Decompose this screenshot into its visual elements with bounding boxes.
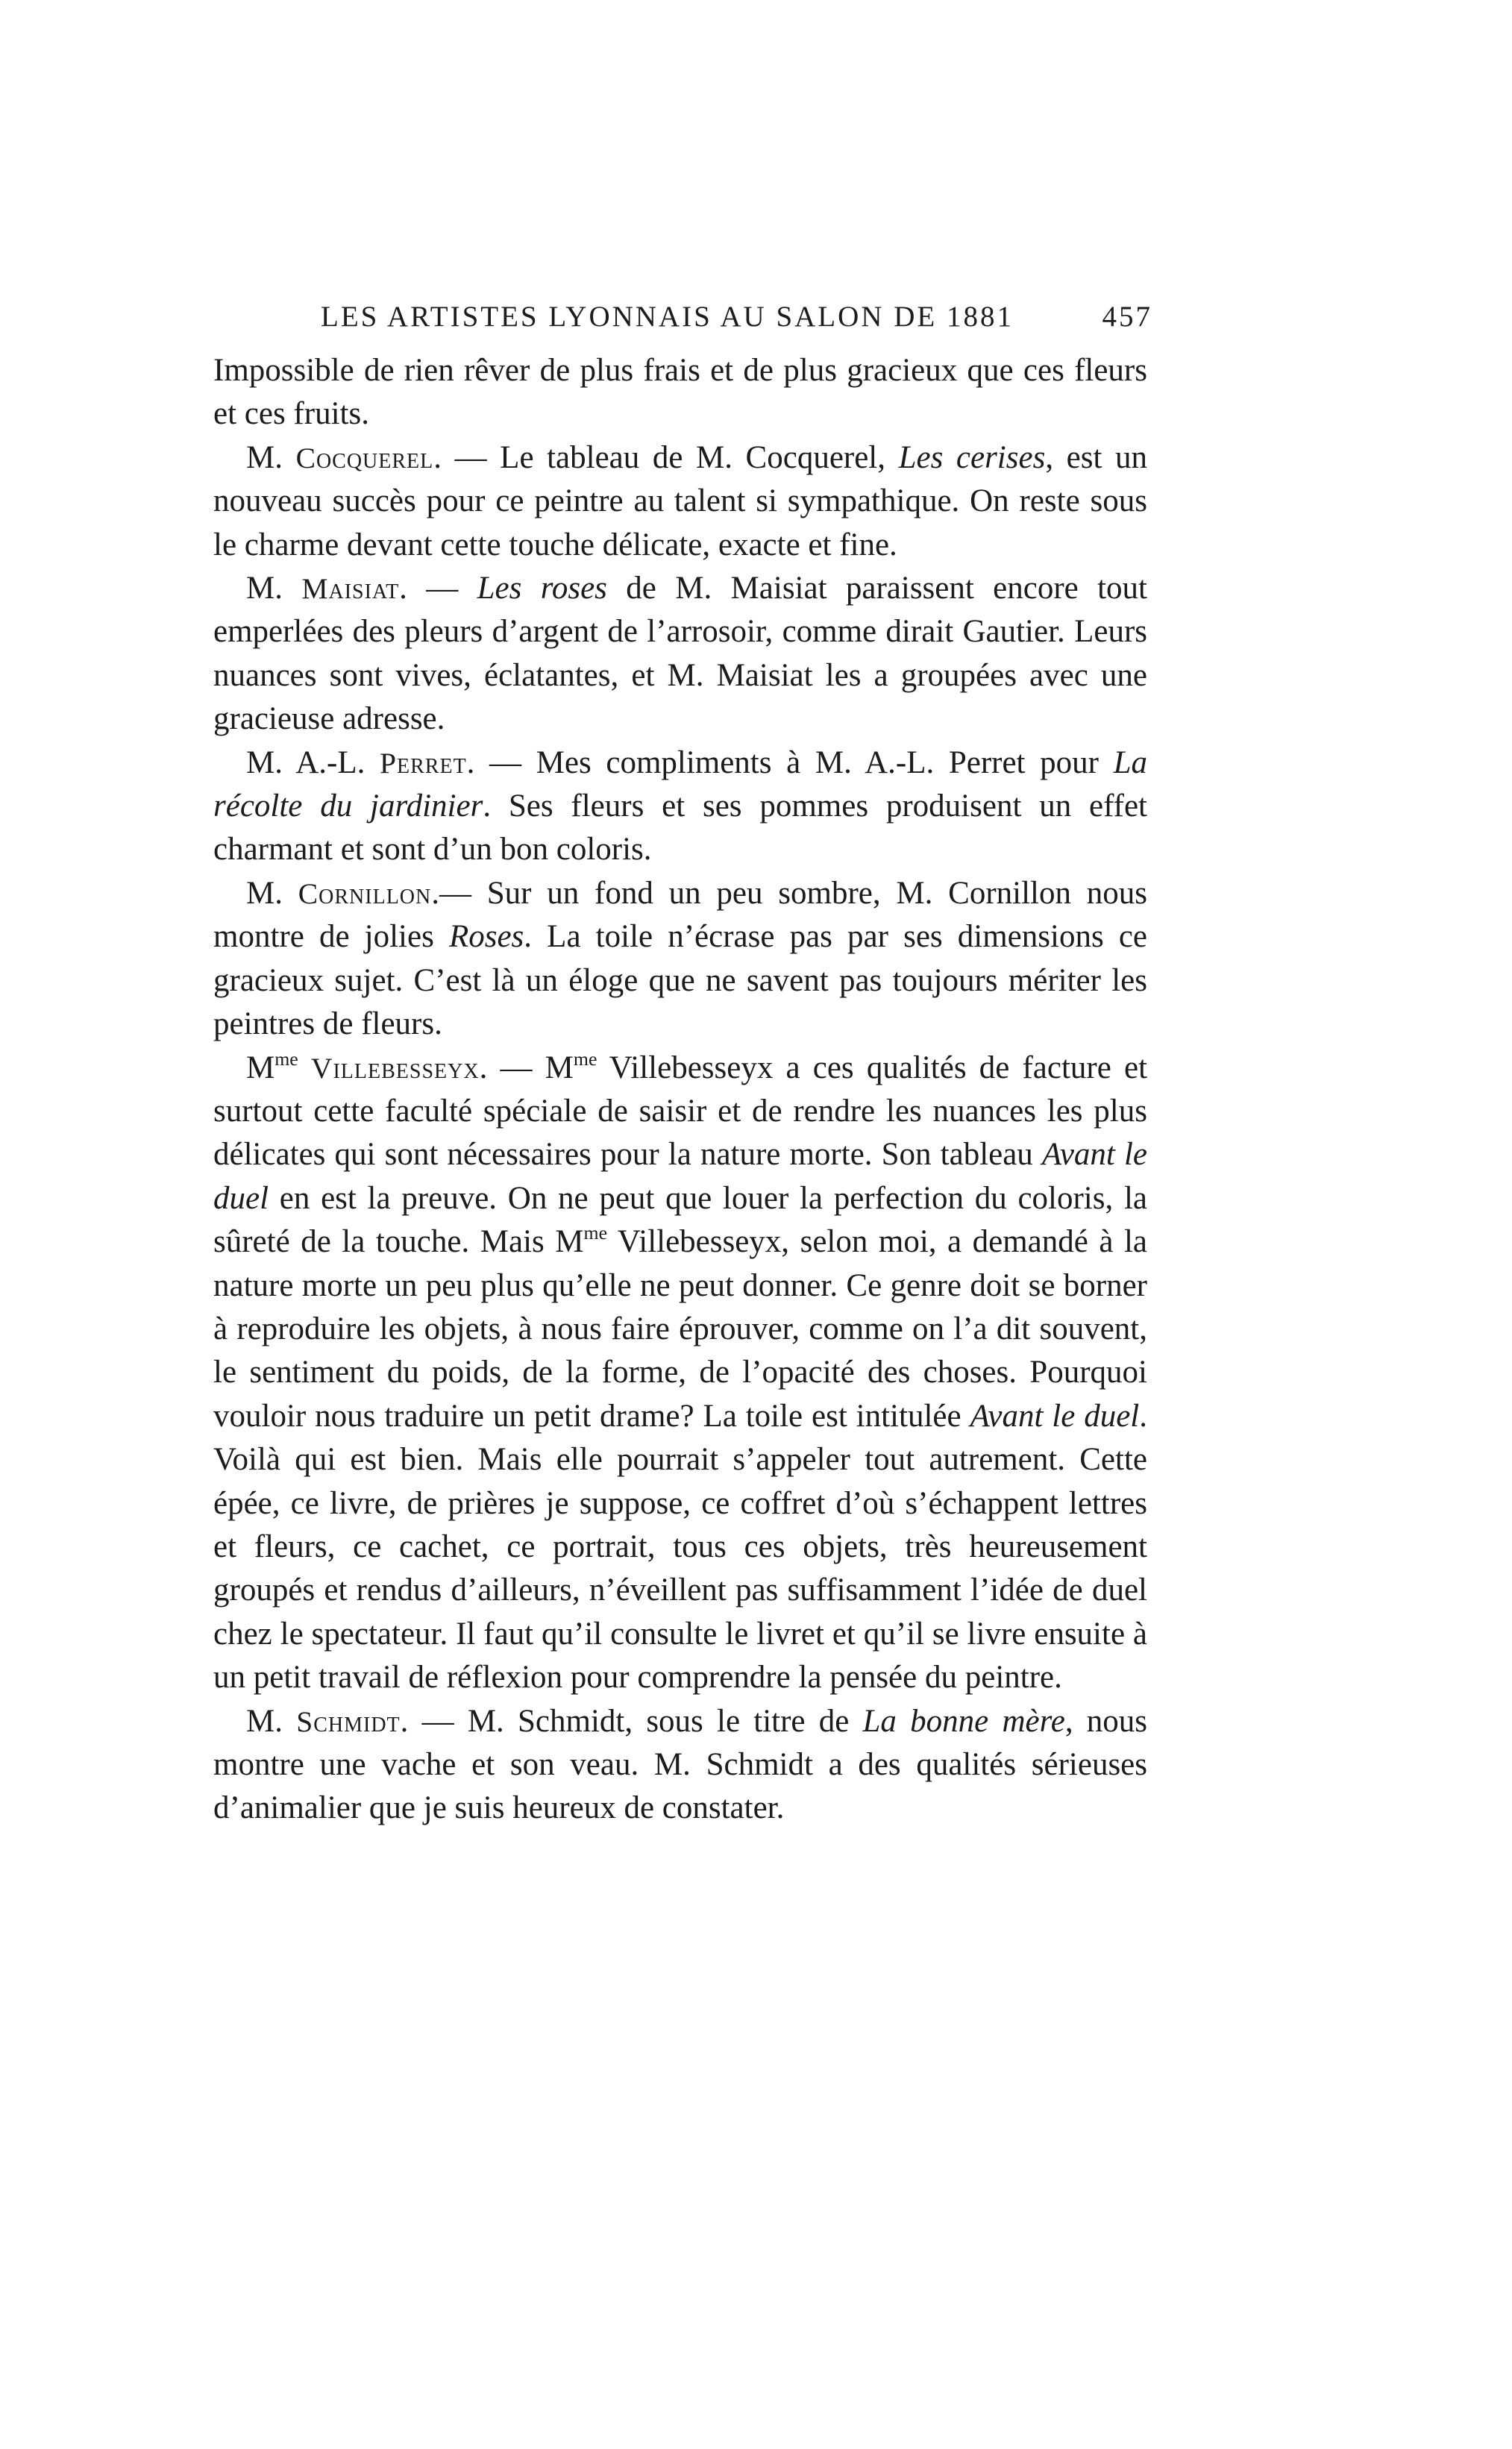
text-run: M. [246,1703,297,1739]
text-run: de M. Maisiat paraissent encore tout emperlées des pleurs d’argent de l’arrosoir, comme dirait Gautier. Leurs nuances sont vives, éclatantes, et M. Maisiat les a groupées avec une gracieuse adresse. [213,571,1147,737]
italic-title: Les roses [477,571,607,606]
italic-title: Avant le duel [213,1137,1147,1216]
artist-name: Villebesseyx [310,1051,480,1085]
text-run [298,1050,311,1085]
paragraph [213,741,1147,872]
superscript: me [573,1047,597,1070]
text-run: . — M. Schmidt, sous le titre de [400,1703,863,1739]
artist-name: Perret [380,746,467,780]
text-run: . Voilà qui est bien. Mais elle pourrait s’appeler tout autrement. Cette épée, ce livre, de prières je suppose, ce coffret d’où s’échappent lettres et fleurs, ce cachet, ce portrait, tous ces objets, très heureusement groupés et rendus d’ailleurs, n’éveillent pas suffisamment l’idée de duel chez le spectateur. Il faut qu’il consulte le livret et qu’il se livre ensuite à un petit travail de réflexion pour comprendre la pensée du peintre. [213,1398,1147,1696]
text-run: M. [246,875,298,911]
artist-name: Schmidt [296,1705,401,1738]
paragraph [213,436,1147,567]
italic-title: Avant le duel [970,1398,1140,1434]
italic-title: Les cerises [898,439,1046,475]
artist-name: Cornillon [298,877,432,910]
text-run: . — Mes compliments à M. A.-L. Perret pour [466,744,1114,780]
superscript: me [583,1222,608,1244]
superscript: me [275,1047,298,1070]
body-text [213,349,1147,1831]
artist-name: Cocquerel [295,441,434,474]
text-run: M. [246,439,296,475]
italic-title: La récolte du jardinier [213,744,1147,824]
running-title: LES ARTISTES LYONNAIS AU SALON DE 1881 [321,301,1014,333]
text-run: M [246,1050,275,1085]
text-run: . La toile n’écrase pas par ses dimensions ce gracieux sujet. C’est là un éloge que ne savent pas toujours mériter les peintres de fleurs. [213,919,1147,1042]
italic-title: Roses [448,919,524,955]
text-run: .— Sur un fond un peu sombre, M. Cornillon nous montre de jolies [213,875,1147,955]
text-run: M. [246,571,302,606]
page-number: 457 [1102,301,1152,333]
italic-title: La bonne mère [862,1703,1065,1739]
text-run: M. A.-L. [246,744,380,780]
artist-name: Maisiat [301,572,400,606]
text-run: . — Le tableau de M. Cocquerel, [433,439,899,475]
paragraph [213,1700,1147,1831]
text-run: Villebesseyx a ces qualités de facture et surtout cette faculté spéciale de saisir et de rendre les nuances les plus délicates qui sont nécessaires pour la nature morte. Son tableau [213,1050,1148,1173]
paragraph [213,567,1147,741]
text-run: . Ses fleurs et ses pommes produisent un effet charmant et sont d’un bon coloris. [213,788,1147,868]
paragraph [213,349,1147,436]
text-run: . — [399,571,477,606]
running-header [216,300,1152,345]
text-run: Villebesseyx, selon moi, a demandé à la nature morte un peu plus qu’elle ne peut donner. Ce genre doit se borner à reproduire les objets, à nous faire éprouver, comme on l’a dit souvent, le sentiment du poids, de la forme, de l’opacité des choses. Pourquoi vouloir nous traduire un petit drame? La toile est intitulée [213,1224,1148,1434]
text-run: en est la preuve. On ne peut que louer la perfection du coloris, la sûreté de la touche. Mais M [213,1180,1147,1260]
text-run: , est un nouveau succès pour ce peintre au talent si sympathique. On reste sous le charme devant cette touche délicate, exacte et fine. [213,439,1147,562]
text-run: . — M [479,1050,574,1085]
paragraph [213,872,1147,1047]
text-run: , nous montre une vache et son veau. M. Schmidt a des qualités sérieuses d’animalier que je suis heureux de constater. [213,1703,1148,1826]
text-run: Impossible de rien rêver de plus frais et de plus gracieux que ces fleurs et ces fruits. [213,353,1147,432]
paragraph [213,1047,1147,1700]
